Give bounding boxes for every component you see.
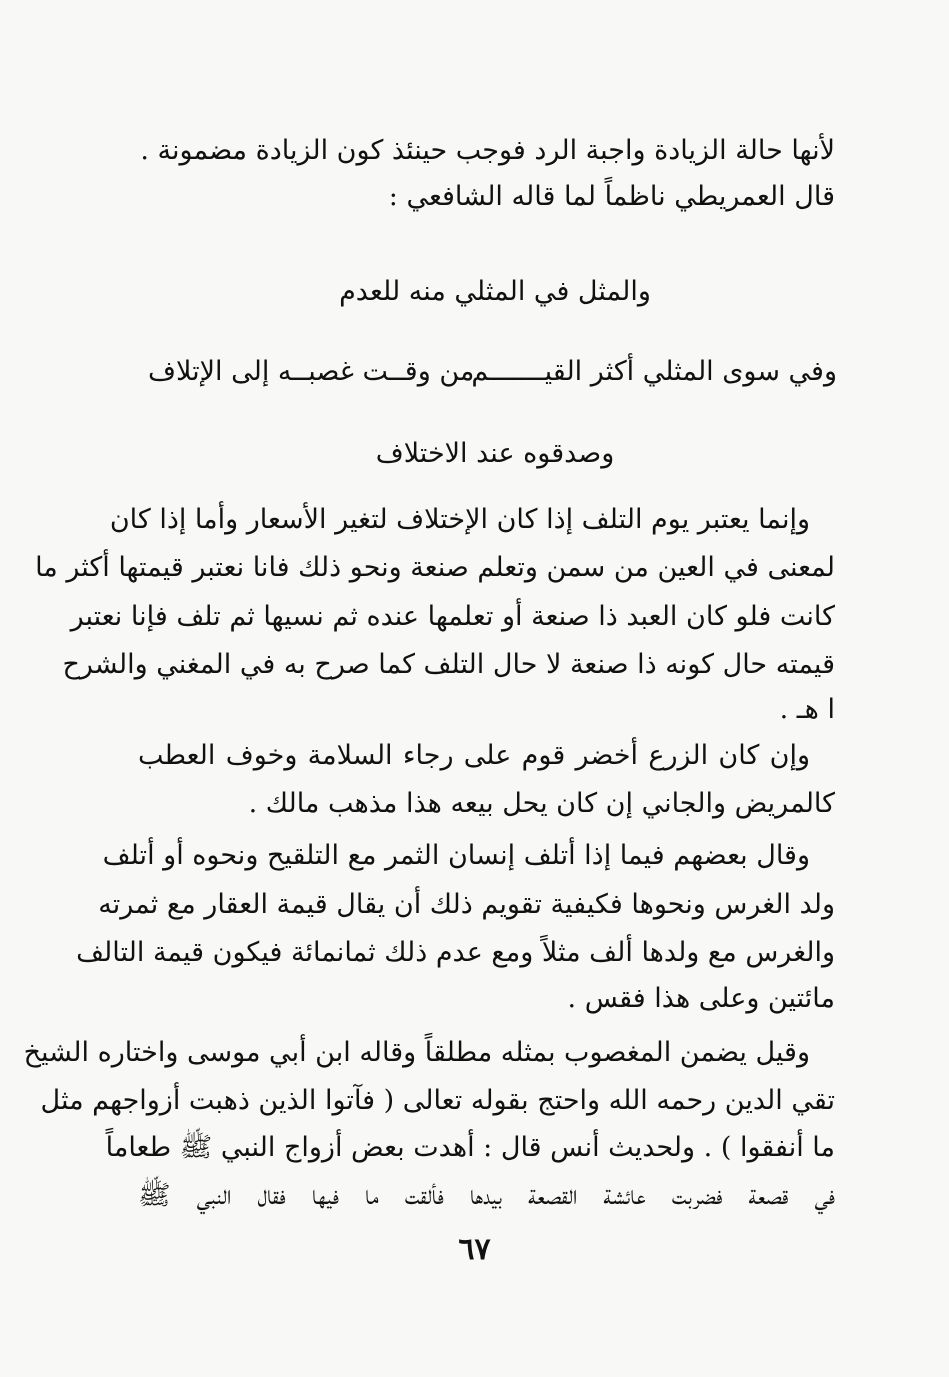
text-line: وقال بعضهم فيما إذا أتلف إنسان الثمر مع التلقيح ونحوه أو أتلف xyxy=(102,840,810,871)
text-line: مائتين وعلى هذا فقس . xyxy=(567,983,835,1014)
text-line: لمعنى في العين من سمن وتعلم صنعة ونحو ذلك فانا نعتبر قيمتها أكثر ما xyxy=(35,552,835,583)
text-line: وإنما يعتبر يوم التلف إذا كان الإختلاف لتغير الأسعار وأما إذا كان xyxy=(109,504,810,535)
text-line: والغرس مع ولدها ألف مثلاً ومع عدم ذلك ثمانمائة فيكون قيمة التالف xyxy=(76,937,835,968)
text-line: كالمريض والجاني إن كان يحل بيعه هذا مذهب مالك . xyxy=(248,788,835,819)
poem-line: والمثل في المثلي منه للعدم xyxy=(339,276,651,307)
text-line: ا هـ . xyxy=(779,694,835,725)
text-line: قال العمريطي ناظماً لما قاله الشافعي : xyxy=(388,181,835,212)
text-line: لأنها حالة الزيادة واجبة الرد فوجب حينئذ كون الزيادة مضمونة . xyxy=(140,135,835,166)
text-line: كانت فلو كان العبد ذا صنعة أو تعلمها عنده ثم نسيها ثم تلف فإنا نعتبر xyxy=(70,601,835,632)
poem-hemistich: من وقــت غصبــه إلى الإتلاف xyxy=(148,356,475,387)
text-line: قيمته حال كونه ذا صنعة لا حال التلف كما صرح به في المغني والشرح xyxy=(62,649,835,680)
text-line: في قصعة فضربت عائشة القصعة بيدها فألقت ما فيها فقال النبي ﷺ xyxy=(138,1180,835,1211)
page-number: ٦٧ xyxy=(458,1232,491,1267)
text-line: تقي الدين رحمه الله واحتج بقوله تعالى ( فآتوا الذين ذهبت أزواجهم مثل xyxy=(40,1085,835,1116)
poem-line: وصدقوه عند الاختلاف xyxy=(375,438,615,469)
poem-hemistich: وفي سوى المثلي أكثر القيـــــــم xyxy=(471,356,837,387)
text-line: ولد الغرس ونحوها فكيفية تقويم ذلك أن يقال قيمة العقار مع ثمرته xyxy=(98,889,835,920)
text-line: ما أنفقوا ) . ولحديث أنس قال : أهدت بعض أزواج النبي ﷺ طعاماً xyxy=(105,1132,835,1163)
text-line: وإن كان الزرع أخضر قوم على رجاء السلامة وخوف العطب xyxy=(138,740,810,771)
text-line: وقيل يضمن المغصوب بمثله مطلقاً وقاله ابن أبي موسى واختاره الشيخ xyxy=(23,1037,810,1068)
